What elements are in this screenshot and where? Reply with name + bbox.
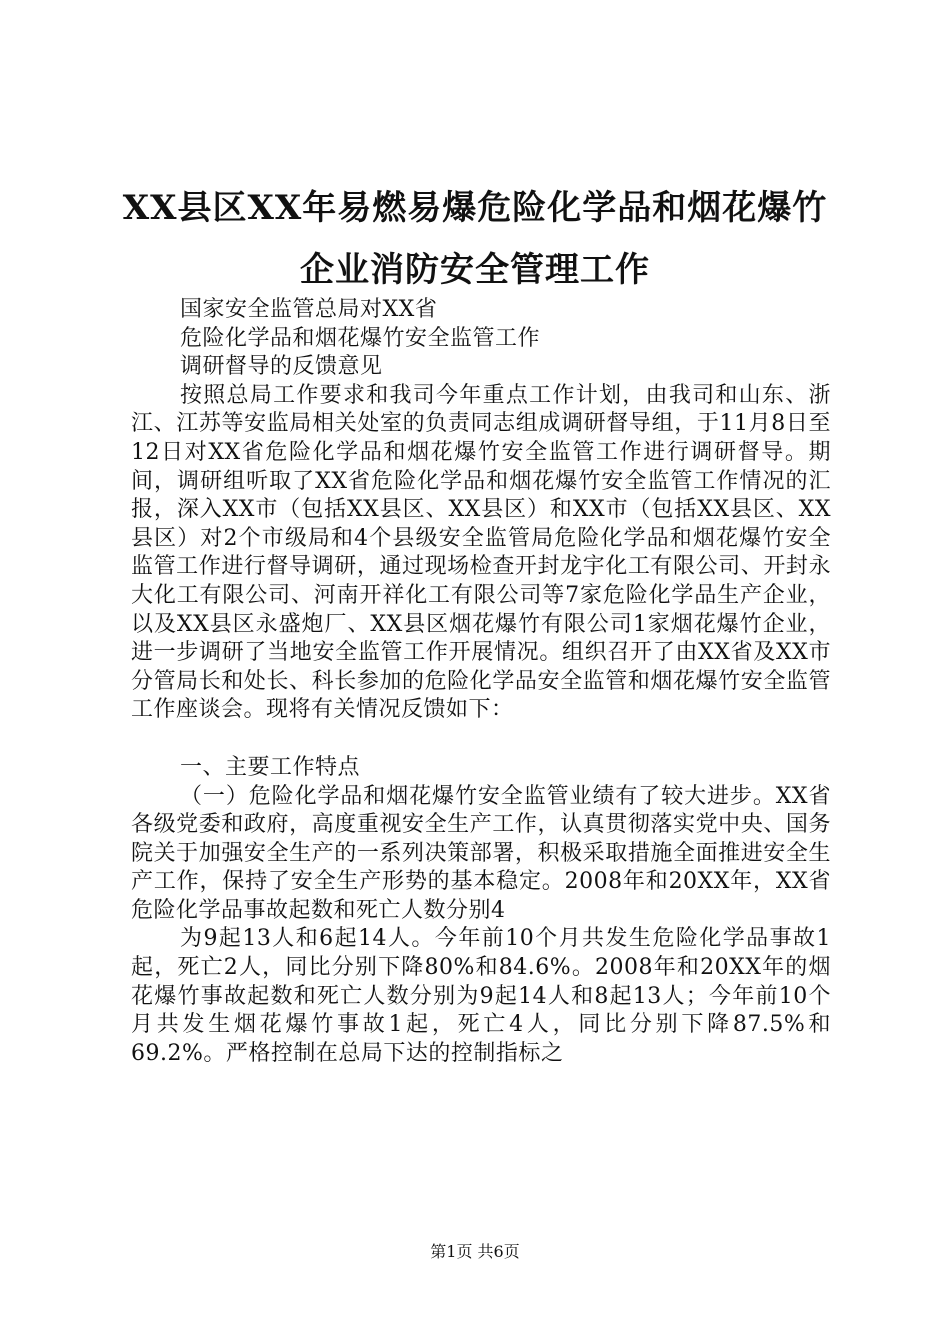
recipient-line: 国家安全监管总局对XX省 [180, 297, 438, 322]
document-body [131, 296, 831, 1068]
paragraph-gap [131, 725, 831, 754]
body-paragraph: 按照总局工作要求和我司今年重点工作计划，由我司和山东、浙江、江苏等安监局相关处室的负责同志组成调研督导组，于11月8日至12日对XX省危险化学品和烟花爆竹安全监管工作进行调研督导。期间，调研组听取了XX省危险化学品和烟花爆竹安全监管工作情况的汇报，深入XX市（包括XX县区、XX县区）和XX市（包括XX县区、XX县区）对2个市级局和4个县级安全监管局危险化学品和烟花爆竹安全监管工作进行督导调研，通过现场检查开封龙宇化工有限公司、开封永大化工有限公司、河南开祥化工有限公司等7家危险化学品生产企业，以及XX县区永盛炮厂、XX县区烟花爆竹有限公司1家烟花爆竹企业，进一步调研了当地安全监管工作开展情况。组织召开了由XX省及XX市分管局长和处长、科长参加的危险化学品安全监管和烟花爆竹安全监管工作座谈会。现将有关情况反馈如下： [131, 382, 831, 723]
body-paragraph: （一）危险化学品和烟花爆竹安全监管业绩有了较大进步。XX省各级党委和政府，高度重视安全生产工作，认真贯彻落实党中央、国务院关于加强安全生产的一系列决策部署，积极采取措施全面推进安全生产工作，保持了安全生产形势的基本稳定。2008年和20XX年，XX省危险化学品事故起数和死亡人数分别4 [131, 783, 831, 923]
document-title-line-1: XX县区XX年易燃易爆危险化学品和烟花爆竹 [122, 188, 828, 228]
section-heading: 一、主要工作特点 [180, 754, 361, 780]
page-footer: 第1页 共6页 [430, 1242, 520, 1261]
body-paragraph: 为9起13人和6起14人。今年前10个月共发生危险化学品事故1起，死亡2人，同比分别下降80%和84.6%。2008年和20XX年的烟花爆竹事故起数和死亡人数分别为9起14人和8起13人；今年前10个月共发生烟花爆竹事故1起，死亡4人，同比分别下降87.5%和69.2%。严格控制在总局下达的控制指标之 [131, 926, 831, 1066]
document-title-line-2: 企业消防安全管理工作 [300, 250, 650, 290]
subject-line: 调研督导的反馈意见 [180, 354, 383, 380]
subject-line: 危险化学品和烟花爆竹安全监管工作 [180, 325, 541, 351]
